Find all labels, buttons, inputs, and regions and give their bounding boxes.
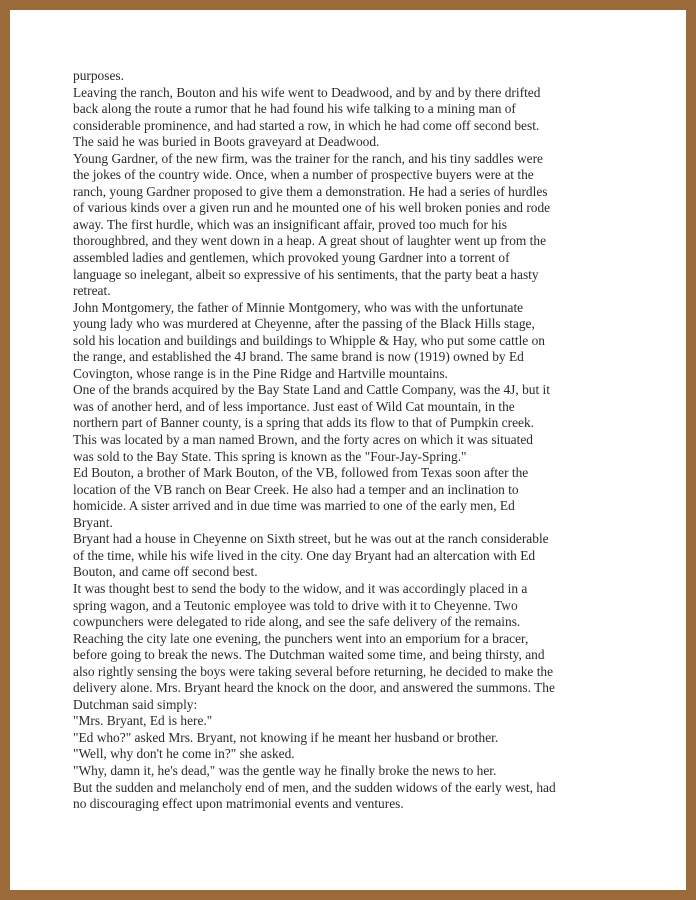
text-line: homicide. A sister arrived and in due time was married to one of the early men, Ed (73, 498, 515, 514)
text-line: of various kinds over a given run and he mounted one of his well broken ponies and rode (73, 200, 551, 216)
text-line: thoroughbred, and they went down in a heap. A great shout of laughter went up from the (73, 233, 547, 249)
document-page (73, 68, 653, 813)
paragraph (73, 151, 653, 300)
paragraph (73, 68, 653, 85)
text-line: was of another herd, and of less importance. Just east of Wild Cat mountain, in the (73, 398, 515, 414)
text-line: Leaving the ranch, Bouton and his wife went to Deadwood, and by and by there drifted (73, 84, 541, 100)
paragraph (73, 581, 653, 631)
text-line: considerable prominence, and had started a row, in which he had come off second best. (73, 117, 540, 133)
paragraph (73, 300, 653, 383)
text-line: "Well, why don't he come in?" she asked. (73, 746, 295, 762)
paragraph (73, 382, 653, 465)
text-line: language so inelegant, albeit so expressive of his sentiments, that the party beat a hasty (73, 266, 539, 282)
text-line: delivery alone. Mrs. Bryant heard the knock on the door, and answered the summons. The (73, 680, 555, 696)
text-line: young lady who was murdered at Cheyenne, after the passing of the Black Hills stage, (73, 316, 535, 332)
paragraph (73, 465, 653, 531)
text-line: The said he was buried in Boots graveyard at Deadwood. (73, 134, 380, 150)
text-line: purposes. (73, 68, 124, 83)
paragraph (73, 730, 653, 747)
text-line: of the time, while his wife lived in the city. One day Bryant had an altercation with Ed (73, 547, 536, 563)
text-line: Bouton, and came off second best. (73, 564, 258, 580)
text-line: was sold to the Bay State. This spring is known as the "Four-Jay-Spring." (73, 448, 467, 464)
text-line: Reaching the city late one evening, the punchers went into an emporium for a bracer, (73, 630, 529, 646)
text-line: But the sudden and melancholy end of men, and the sudden widows of the early west, had (73, 779, 556, 795)
paragraph (73, 85, 653, 151)
paragraph (73, 713, 653, 730)
paragraph (73, 746, 653, 763)
text-line: "Mrs. Bryant, Ed is here." (73, 713, 213, 729)
text-line: no discouraging effect upon matrimonial events and ventures. (73, 796, 404, 812)
text-line: Covington, whose range is in the Pine Ridge and Hartville mountains. (73, 365, 448, 381)
text-line: sold his location and buildings and buildings to Whipple & Hay, who put some cattle on (73, 332, 545, 348)
text-line: retreat. (73, 283, 111, 299)
text-line: Bryant. (73, 514, 113, 530)
text-line: location of the VB ranch on Bear Creek. He also had a temper and an inclination to (73, 481, 519, 497)
text-line: back along the route a rumor that he had found his wife talking to a mining man of (73, 101, 516, 117)
text-line: This was located by a man named Brown, and the forty acres on which it was situated (73, 432, 533, 448)
text-line: the jokes of the country wide. Once, when a number of prospective buyers were at the (73, 167, 534, 183)
text-line: Dutchman said simply: (73, 696, 198, 712)
paragraph (73, 780, 653, 813)
text-line: Young Gardner, of the new firm, was the trainer for the ranch, and his tiny saddles were (73, 150, 543, 166)
text-line: assembled ladies and gentlemen, which provoked young Gardner into a torrent of (73, 250, 510, 266)
text-line: also rightly sensing the boys were taking several before returning, he decided to make the (73, 663, 554, 679)
text-line: the range, and established the 4J brand. The same brand is now (1919) owned by Ed (73, 349, 524, 365)
text-line: ranch, young Gardner proposed to give them a demonstration. He had a series of hurdles (73, 183, 548, 199)
text-line: Bryant had a house in Cheyenne on Sixth street, but he was out at the ranch considerable (73, 531, 549, 547)
paragraph (73, 631, 653, 714)
text-line: northern part of Banner county, is a spring that adds its flow to that of Pumpkin creek. (73, 415, 535, 431)
text-line: John Montgomery, the father of Minnie Montgomery, who was with the unfortunate (73, 299, 524, 315)
text-line: It was thought best to send the body to the widow, and it was accordingly placed in a (73, 580, 528, 596)
text-line: "Why, damn it, he's dead," was the gentle way he finally broke the news to her. (73, 762, 497, 778)
text-line: Ed Bouton, a brother of Mark Bouton, of the VB, followed from Texas soon after the (73, 465, 529, 481)
text-line: before going to break the news. The Dutchman waited some time, and being thirsty, and (73, 647, 545, 663)
text-line: cowpunchers were delegated to ride along, and see the safe delivery of the remains. (73, 614, 521, 630)
text-line: "Ed who?" asked Mrs. Bryant, not knowing if he meant her husband or brother. (73, 729, 499, 745)
text-line: spring wagon, and a Teutonic employee was told to drive with it to Cheyenne. Two (73, 597, 518, 613)
text-line: away. The first hurdle, which was an insignificant affair, proved too much for his (73, 216, 507, 232)
paragraph (73, 763, 653, 780)
paragraph (73, 531, 653, 581)
text-line: One of the brands acquired by the Bay State Land and Cattle Company, was the 4J, but it (73, 382, 550, 398)
